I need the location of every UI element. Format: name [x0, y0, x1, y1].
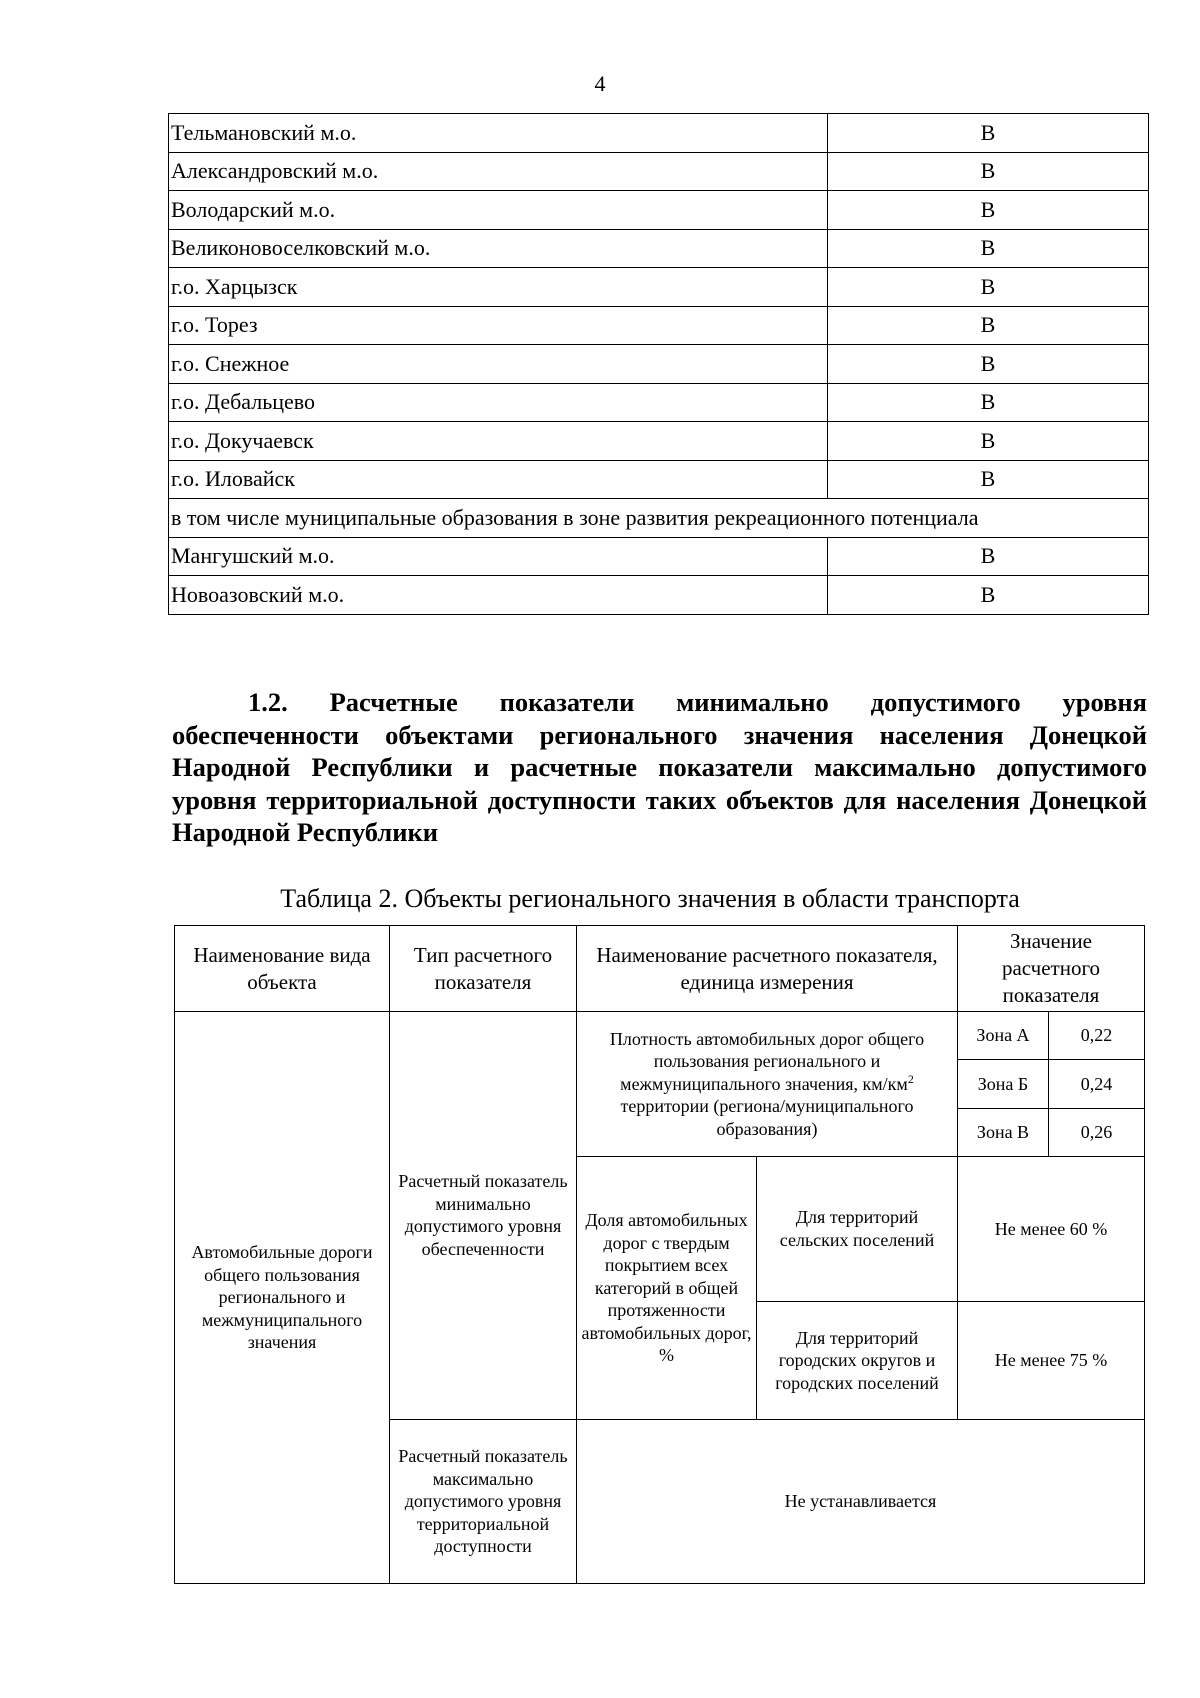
table-row [169, 537, 1149, 576]
section-heading: 1.2. Расчетные показатели минимально допустимого уровня обеспеченности объектами регионального значения населения Донецкой Народной Республики и расчетные показатели максимально допустимого уровня территориальной доступности таких объектов для населения Донецкой Народной Республики [172, 687, 1147, 847]
territory-label: Для территорий городских округов и городских поселений [757, 1301, 958, 1419]
zone-value: В [828, 383, 1149, 422]
zone-density-value: 0,22 [1049, 1012, 1145, 1060]
recreation-subheader: в том числе муниципальные образования в зоне развития рекреационного потенциала [169, 499, 1149, 538]
table-row [169, 576, 1149, 615]
table-row [169, 229, 1149, 268]
zone-value: В [828, 191, 1149, 230]
zone-density-value: 0,26 [1049, 1108, 1145, 1156]
zone-label: Зона А [958, 1012, 1049, 1060]
header-indicator-type: Тип расчетного показателя [390, 926, 577, 1012]
municipality-name: г.о. Торез [169, 306, 828, 345]
table-row [169, 383, 1149, 422]
max-indicator-type: Расчетный показатель максимально допустимого уровня территориальной доступности [390, 1419, 577, 1583]
municipality-name: г.о. Снежное [169, 345, 828, 384]
zone-value: В [828, 152, 1149, 191]
zone-value: В [828, 460, 1149, 499]
zone-label: Зона В [958, 1108, 1049, 1156]
zone-value: В [828, 576, 1149, 615]
header-indicator-value: Значение расчетного показателя [958, 926, 1145, 1012]
table-row [169, 460, 1149, 499]
territory-label: Для территорий сельских поселений [757, 1156, 958, 1301]
page-number: 4 [594, 71, 606, 96]
municipality-name: г.о. Харцызск [169, 268, 828, 307]
table-row [169, 268, 1149, 307]
table-caption: Таблица 2. Объекты регионального значения в области транспорта [280, 884, 1020, 913]
share-value: Не менее 60 % [958, 1156, 1145, 1301]
share-indicator: Доля автомобильных дорог с твердым покрытием всех категорий в общей протяженности автомобильных дорог, % [577, 1156, 757, 1419]
table-row [175, 1012, 1145, 1060]
share-value: Не менее 75 % [958, 1301, 1145, 1419]
municipality-name: Володарский м.о. [169, 191, 828, 230]
municipality-name: г.о. Докучаевск [169, 422, 828, 461]
municipality-name: г.о. Дебальцево [169, 383, 828, 422]
min-indicator-type: Расчетный показатель минимально допустимого уровня обеспеченности [390, 1012, 577, 1420]
zone-value: В [828, 114, 1149, 153]
density-indicator [577, 1012, 958, 1157]
municipality-name: Мангушский м.о. [169, 537, 828, 576]
municipality-name: Александровский м.о. [169, 152, 828, 191]
zone-value: В [828, 268, 1149, 307]
municipality-name: г.о. Иловайск [169, 460, 828, 499]
zone-value: В [828, 422, 1149, 461]
density-label: Плотность автомобильных дорог общего пользования регионального и межмуниципального значения, км/км [609, 1028, 925, 1094]
header-indicator-name: Наименование расчетного показателя, единица измерения [577, 926, 958, 1012]
zone-density-value: 0,24 [1049, 1060, 1145, 1108]
municipality-name: Великоновоселковский м.о. [169, 229, 828, 268]
transport-objects-table [174, 925, 1145, 1584]
table-row [169, 422, 1149, 461]
zone-value: В [828, 306, 1149, 345]
table-row [169, 306, 1149, 345]
municipality-name: Тельмановский м.о. [169, 114, 828, 153]
header-object-type: Наименование вида объекта [175, 926, 390, 1012]
zone-value: В [828, 345, 1149, 384]
table-row [169, 152, 1149, 191]
municipal-zones-table [168, 113, 1149, 615]
density-label-tail: территории (региона/муниципального образования) [620, 1096, 914, 1139]
municipality-name: Новоазовский м.о. [169, 576, 828, 615]
table-row [169, 114, 1149, 153]
table-row [169, 191, 1149, 230]
zone-label: Зона Б [958, 1060, 1049, 1108]
table-subheader-row [169, 499, 1149, 538]
zone-value: В [828, 229, 1149, 268]
table-header-row [175, 926, 1145, 1012]
max-indicator-value: Не устанавливается [577, 1419, 1145, 1583]
table-row [169, 345, 1149, 384]
zone-value: В [828, 537, 1149, 576]
object-name: Автомобильные дороги общего пользования регионального и межмуниципального значения [175, 1012, 390, 1584]
density-unit-power: 2 [907, 1071, 914, 1086]
